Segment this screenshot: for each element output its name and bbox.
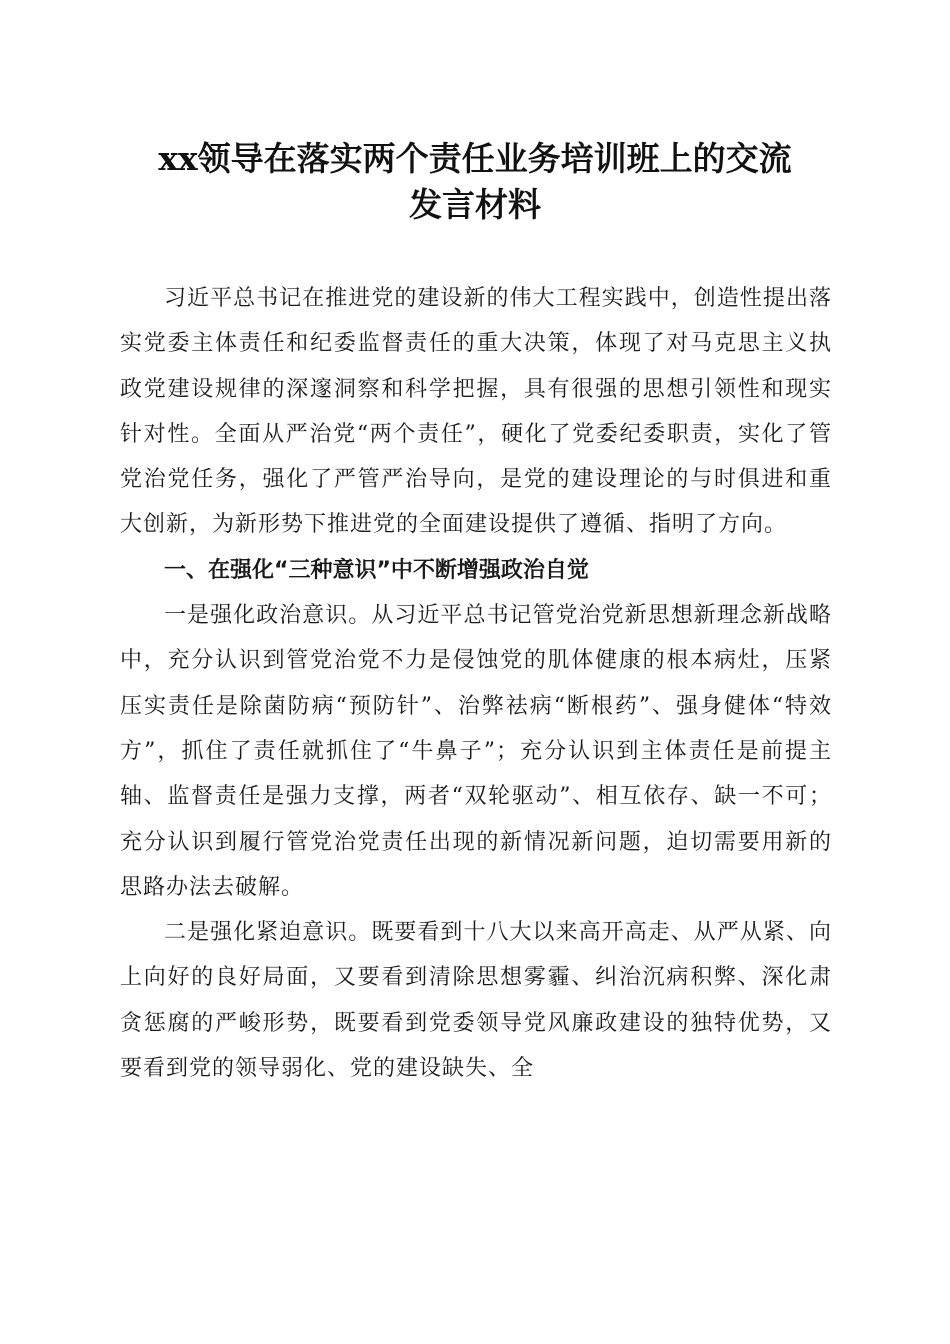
title-line-1: xx领导在落实两个责任业务培训班上的交流 bbox=[158, 139, 792, 178]
paragraph-text: 既要看到十八大以来高开高走、从严从紧、向上向好的良好局面，又要看到清除思想雾霾、纠治沉病积弊、深化肃贪惩腐的严峻形势，既要看到党委领导党风廉政建设的独特优势，又要看到党的领导弱化、党的建设缺失、全 bbox=[120, 920, 832, 1082]
paragraph-lead: 二是强化紧迫意识。 bbox=[164, 920, 372, 946]
document-body bbox=[120, 276, 832, 1091]
paragraph-text: 从习近平总书记管党治党新思想新理念新战略中，充分认识到管党治党不力是侵蚀党的肌体健康的根本病灶，压紧压实责任是除菌防病“预防针”、治弊祛病“断根药”、强身健体“特效方”，抓住了责任就抓住了“牛鼻子”；充分认识到主体责任是前提主轴、监督责任是强力支撑，两者“双轮驱动”、相互依存、缺一不可；充分认识到履行管党治党责任出现的新情况新问题，迫切需要用新的思路办法去破解。 bbox=[120, 603, 832, 900]
title-line-2: 发言材料 bbox=[409, 185, 541, 224]
section-1-heading: 一、在强化“三种意识”中不断增强政治自觉 bbox=[164, 557, 589, 583]
paragraph-lead: 一是强化政治意识。 bbox=[164, 603, 372, 629]
document-title bbox=[100, 136, 850, 228]
intro-paragraph: 习近平总书记在推进党的建设新的伟大工程实践中，创造性提出落实党委主体责任和纪委监督责任的重大决策，体现了对马克思主义执政党建设规律的深邃洞察和科学把握，具有很强的思想引领性和现实针对性。全面从严治党“两个责任”，硬化了党委纪委职责，实化了管党治党任务，强化了严管严治导向，是党的建设理论的与时俱进和重大创新，为新形势下推进党的全面建设提供了遵循、指明了方向。 bbox=[120, 286, 832, 538]
paragraph-political-awareness bbox=[120, 593, 832, 910]
paragraph-urgency-awareness bbox=[120, 910, 832, 1091]
